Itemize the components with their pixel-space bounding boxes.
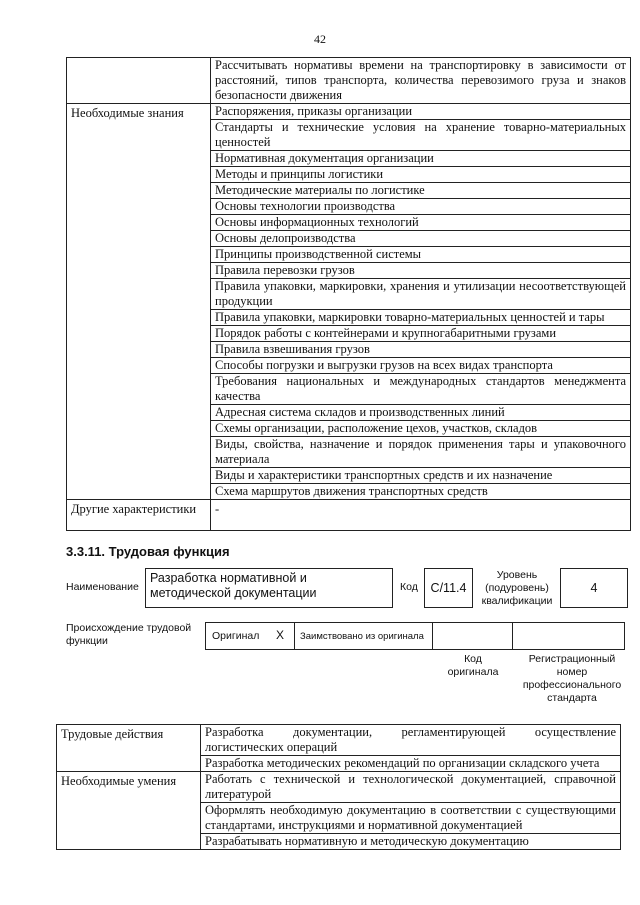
section-title: 3.3.11. Трудовая функция [66,544,230,559]
list-item: Основы информационных технологий [211,215,631,231]
list-item: Нормативная документация организации [211,151,631,167]
list-item: Разработка документации, регламентирующей осуществление логистических операций [201,725,621,756]
list-item: Рассчитывать нормативы времени на транспортировку в зависимости от расстояний, типов транспорта, количества перевозимого груза и знаков безопасности движения [211,58,631,104]
list-item: Разрабатывать нормативную и методическую документацию [201,834,621,850]
list-item: Схема маршрутов движения транспортных средств [211,484,631,500]
other-label: Другие характеристики [67,500,211,531]
origin-label: Происхождение трудовой функции [66,622,192,647]
level-value-box: 4 [560,568,628,608]
table-row [67,58,631,104]
other-value: - [211,500,631,531]
level-label: Уровень (подуровень) квалификации [481,569,553,607]
function-name-box: Разработка нормативной и методической документации [145,568,393,608]
code-value-box: С/11.4 [424,568,473,608]
list-item: Методы и принципы логистики [211,167,631,183]
list-item: Виды и характеристики транспортных средств и их назначение [211,468,631,484]
table-row [57,772,621,803]
list-item: Виды, свойства, назначение и порядок применения тары и упаковочного материала [211,437,631,468]
actions-table [56,724,621,850]
borrowed-label: Заимствовано из оригинала [300,631,424,642]
table-row [57,725,621,756]
list-item: Основы делопроизводства [211,231,631,247]
skills-label: Необходимые умения [57,772,201,850]
knowledge-table [66,57,631,531]
list-item: Методические материалы по логистике [211,183,631,199]
list-item: Правила упаковки, маркировки товарно-материальных ценностей и тары [211,310,631,326]
list-item: Требования национальных и международных стандартов менеджмента качества [211,374,631,405]
divider [512,622,513,650]
divider [432,622,433,650]
code-original-caption: Код оригинала [447,653,499,678]
divider [294,622,295,650]
original-label: Оригинал [212,630,260,642]
actions-label: Трудовые действия [57,725,201,772]
table-row [67,500,631,531]
code-label: Код [400,581,418,593]
list-item: Распоряжения, приказы организации [211,104,631,120]
list-item: Порядок работы с контейнерами и крупногабаритными грузами [211,326,631,342]
list-item: Стандарты и технические условия на хранение товарно-материальных ценностей [211,120,631,151]
list-item: Способы погрузки и выгрузки грузов на всех видах транспорта [211,358,631,374]
list-item: Правила взвешивания грузов [211,342,631,358]
table-row [67,104,631,120]
list-item: Оформлять необходимую документацию в соответствии с существующими стандартами, инструкциями и нормативной документацией [201,803,621,834]
original-mark: X [276,628,285,642]
reg-number-caption: Регистрационный номер профессионального стандарта [522,653,622,704]
list-item: Схемы организации, расположение цехов, участков, складов [211,421,631,437]
empty-label-cell [67,58,211,104]
list-item: Правила перевозки грузов [211,263,631,279]
list-item: Адресная система складов и производственных линий [211,405,631,421]
knowledge-label: Необходимые знания [67,104,211,500]
page-number: 42 [314,32,326,46]
name-label: Наименование [66,581,139,593]
list-item: Работать с технической и технологической документацией, справочной литературой [201,772,621,803]
list-item: Принципы производственной системы [211,247,631,263]
list-item: Правила упаковки, маркировки, хранения и утилизации несоответствующей продукции [211,279,631,310]
list-item: Разработка методических рекомендаций по организации складского учета [201,756,621,772]
list-item: Основы технологии производства [211,199,631,215]
